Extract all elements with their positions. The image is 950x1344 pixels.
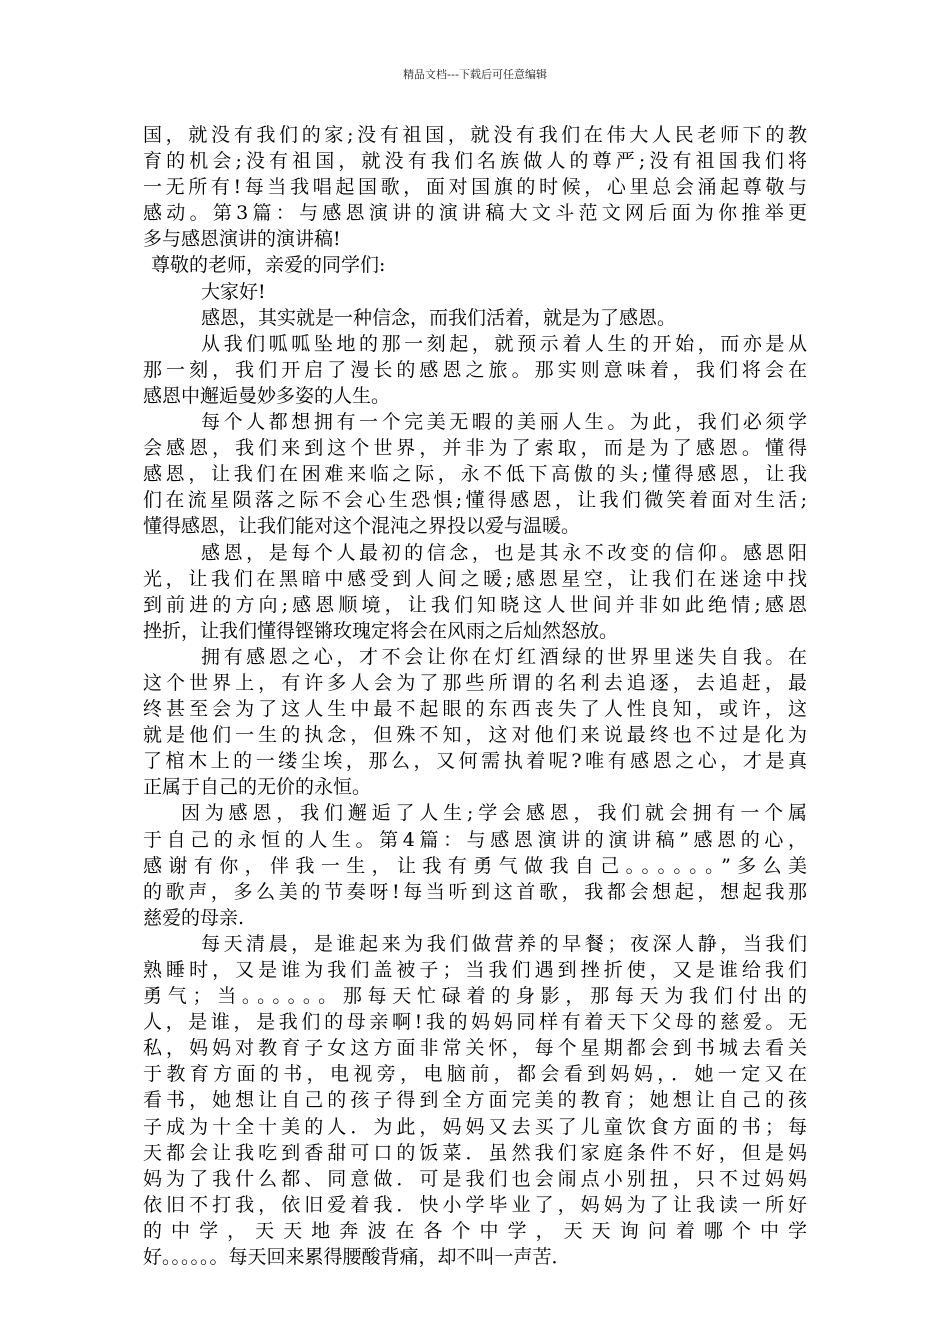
text-line: 正属于自己的无价的永恒。 bbox=[143, 776, 372, 799]
text-line: 懂得感恩，让我们能对这个混沌之界投以爱与温暖。 bbox=[143, 515, 581, 538]
text-line: 这个世界上，有许多人会为了那些所谓的名利去追逐，去追赶，最 bbox=[143, 671, 807, 694]
document-body bbox=[143, 122, 807, 1270]
text-line: 育的机会;没有祖国，就没有我们名族做人的尊严;没有祖国我们将 bbox=[143, 150, 807, 173]
text-line: 那一刻，我们开启了漫长的感恩之旅。那实则意味着，我们将会在 bbox=[143, 358, 807, 381]
text-line: 看书，她想让自己的孩子得到全方面完美的教育；她想让自己的孩 bbox=[143, 1089, 807, 1112]
greeting: 大家好! bbox=[201, 280, 266, 303]
text-line: 每个人都想拥有一个完美无暇的美丽人生。为此，我们必须学 bbox=[201, 411, 807, 434]
text-line: 终甚至会为了这人生中最不起眼的东西丧失了人性良知，或许，这 bbox=[143, 698, 807, 721]
text-line: 就是他们一生的执念，但殊不知，这对他们来说最终也不过是化为 bbox=[143, 724, 807, 747]
text-line: 会感恩，我们来到这个世界，并非为了索取，而是为了感恩。懂得 bbox=[143, 437, 807, 460]
text-line: 的歌声，多么美的节奏呀!每当听到这首歌，我都会想起，想起我那 bbox=[143, 880, 807, 903]
text-line: 一无所有!每当我唱起国歌，面对国旗的时候，心里总会涌起尊敬与 bbox=[143, 176, 807, 199]
text-line: 的中学，天天地奔波在各个中学，天天询问着哪个中学 bbox=[143, 1219, 807, 1242]
text-line: 子成为十全十美的人．为此，妈妈又去买了儿童饮食方面的书；每 bbox=[143, 1115, 807, 1138]
text-line: 感动。第3篇：与感恩演讲的演讲稿大文斗范文网后面为你推举更 bbox=[143, 202, 807, 225]
text-line: 从我们呱呱坠地的那一刻起，就预示着人生的开始，而亦是从 bbox=[201, 332, 807, 355]
salutation: 尊敬的老师，亲爱的同学们: bbox=[151, 254, 386, 277]
text-line: 妈为了我什么都、同意做．可是我们也会闹点小别扭，只不过妈妈 bbox=[143, 1167, 807, 1190]
text-line: 依旧不打我，依旧爱着我．快小学毕业了，妈妈为了让我读一所好 bbox=[143, 1193, 807, 1216]
text-line: 光，让我们在黑暗中感受到人间之暖;感恩星空，让我们在迷途中找 bbox=[143, 567, 807, 590]
text-line: 感谢有你，伴我一生，让我有勇气做我自己。。。。。。”多么美 bbox=[143, 854, 807, 877]
text-line: 感恩，是每个人最初的信念，也是其永不改变的信仰。感恩阳 bbox=[201, 541, 807, 564]
text-line: 感恩，让我们在困难来临之际，永不低下高傲的头;懂得感恩，让我 bbox=[143, 463, 807, 486]
text-line: 好。。。。。。每天回来累得腰酸背痛，却不叫一声苦． bbox=[143, 1246, 571, 1269]
text-line: 了棺木上的一缕尘埃，那么，又何需执着呢?唯有感恩之心，才是真 bbox=[143, 750, 807, 773]
text-line: 拥有感恩之心，才不会让你在灯红酒绿的世界里迷失自我。在 bbox=[201, 645, 807, 668]
text-line: 熟睡时，又是谁为我们盖被子；当我们遇到挫折使，又是谁给我们 bbox=[143, 959, 807, 981]
text-line: 于教育方面的书，电视旁，电脑前，都会看到妈妈，．她一定又在 bbox=[143, 1063, 807, 1086]
text-line: 国，就没有我们的家;没有祖国，就没有我们在伟大人民老师下的教 bbox=[143, 124, 807, 146]
text-line: 人，是谁，是我们的母亲啊!我的妈妈同样有着天下父母的慈爱。无 bbox=[143, 1011, 807, 1034]
text-line: 多与感恩演讲的演讲稿! bbox=[143, 228, 341, 251]
text-line: 因为感恩，我们邂逅了人生;学会感恩，我们就会拥有一个属 bbox=[181, 802, 807, 825]
text-line: 们在流星陨落之际不会心生恐惧;懂得感恩，让我们微笑着面对生活; bbox=[143, 489, 807, 512]
text-line: 每天清晨，是谁起来为我们做营养的早餐；夜深人静，当我们 bbox=[201, 932, 807, 955]
text-line: 于自己的永恒的人生。第4篇：与感恩演讲的演讲稿”感恩的心， bbox=[143, 828, 807, 851]
text-line: 天都会让我吃到香甜可口的饭菜．虽然我们家庭条件不好，但是妈 bbox=[143, 1141, 807, 1164]
text-line: 挫折，让我们懂得铿锵玫瑰定将会在风雨之后灿然怒放。 bbox=[143, 619, 619, 642]
text-line: 私，妈妈对教育子女这方面非常关怀，每个星期都会到书城去看关 bbox=[143, 1037, 807, 1060]
text-line: 感恩中邂逅曼妙多姿的人生。 bbox=[143, 384, 391, 407]
text-line: 感恩，其实就是一种信念，而我们活着，就是为了感恩。 bbox=[201, 306, 677, 329]
text-line: 慈爱的母亲. bbox=[143, 906, 245, 929]
page-header: 精品文档---下载后可任意编辑 bbox=[403, 68, 547, 81]
text-line: 勇气；当。。。。。。那每天忙碌着的身影，那每天为我们付出的 bbox=[143, 985, 807, 1008]
text-line: 到前进的方向;感恩顺境，让我们知晓这人世间并非如此绝情;感恩 bbox=[143, 593, 807, 616]
